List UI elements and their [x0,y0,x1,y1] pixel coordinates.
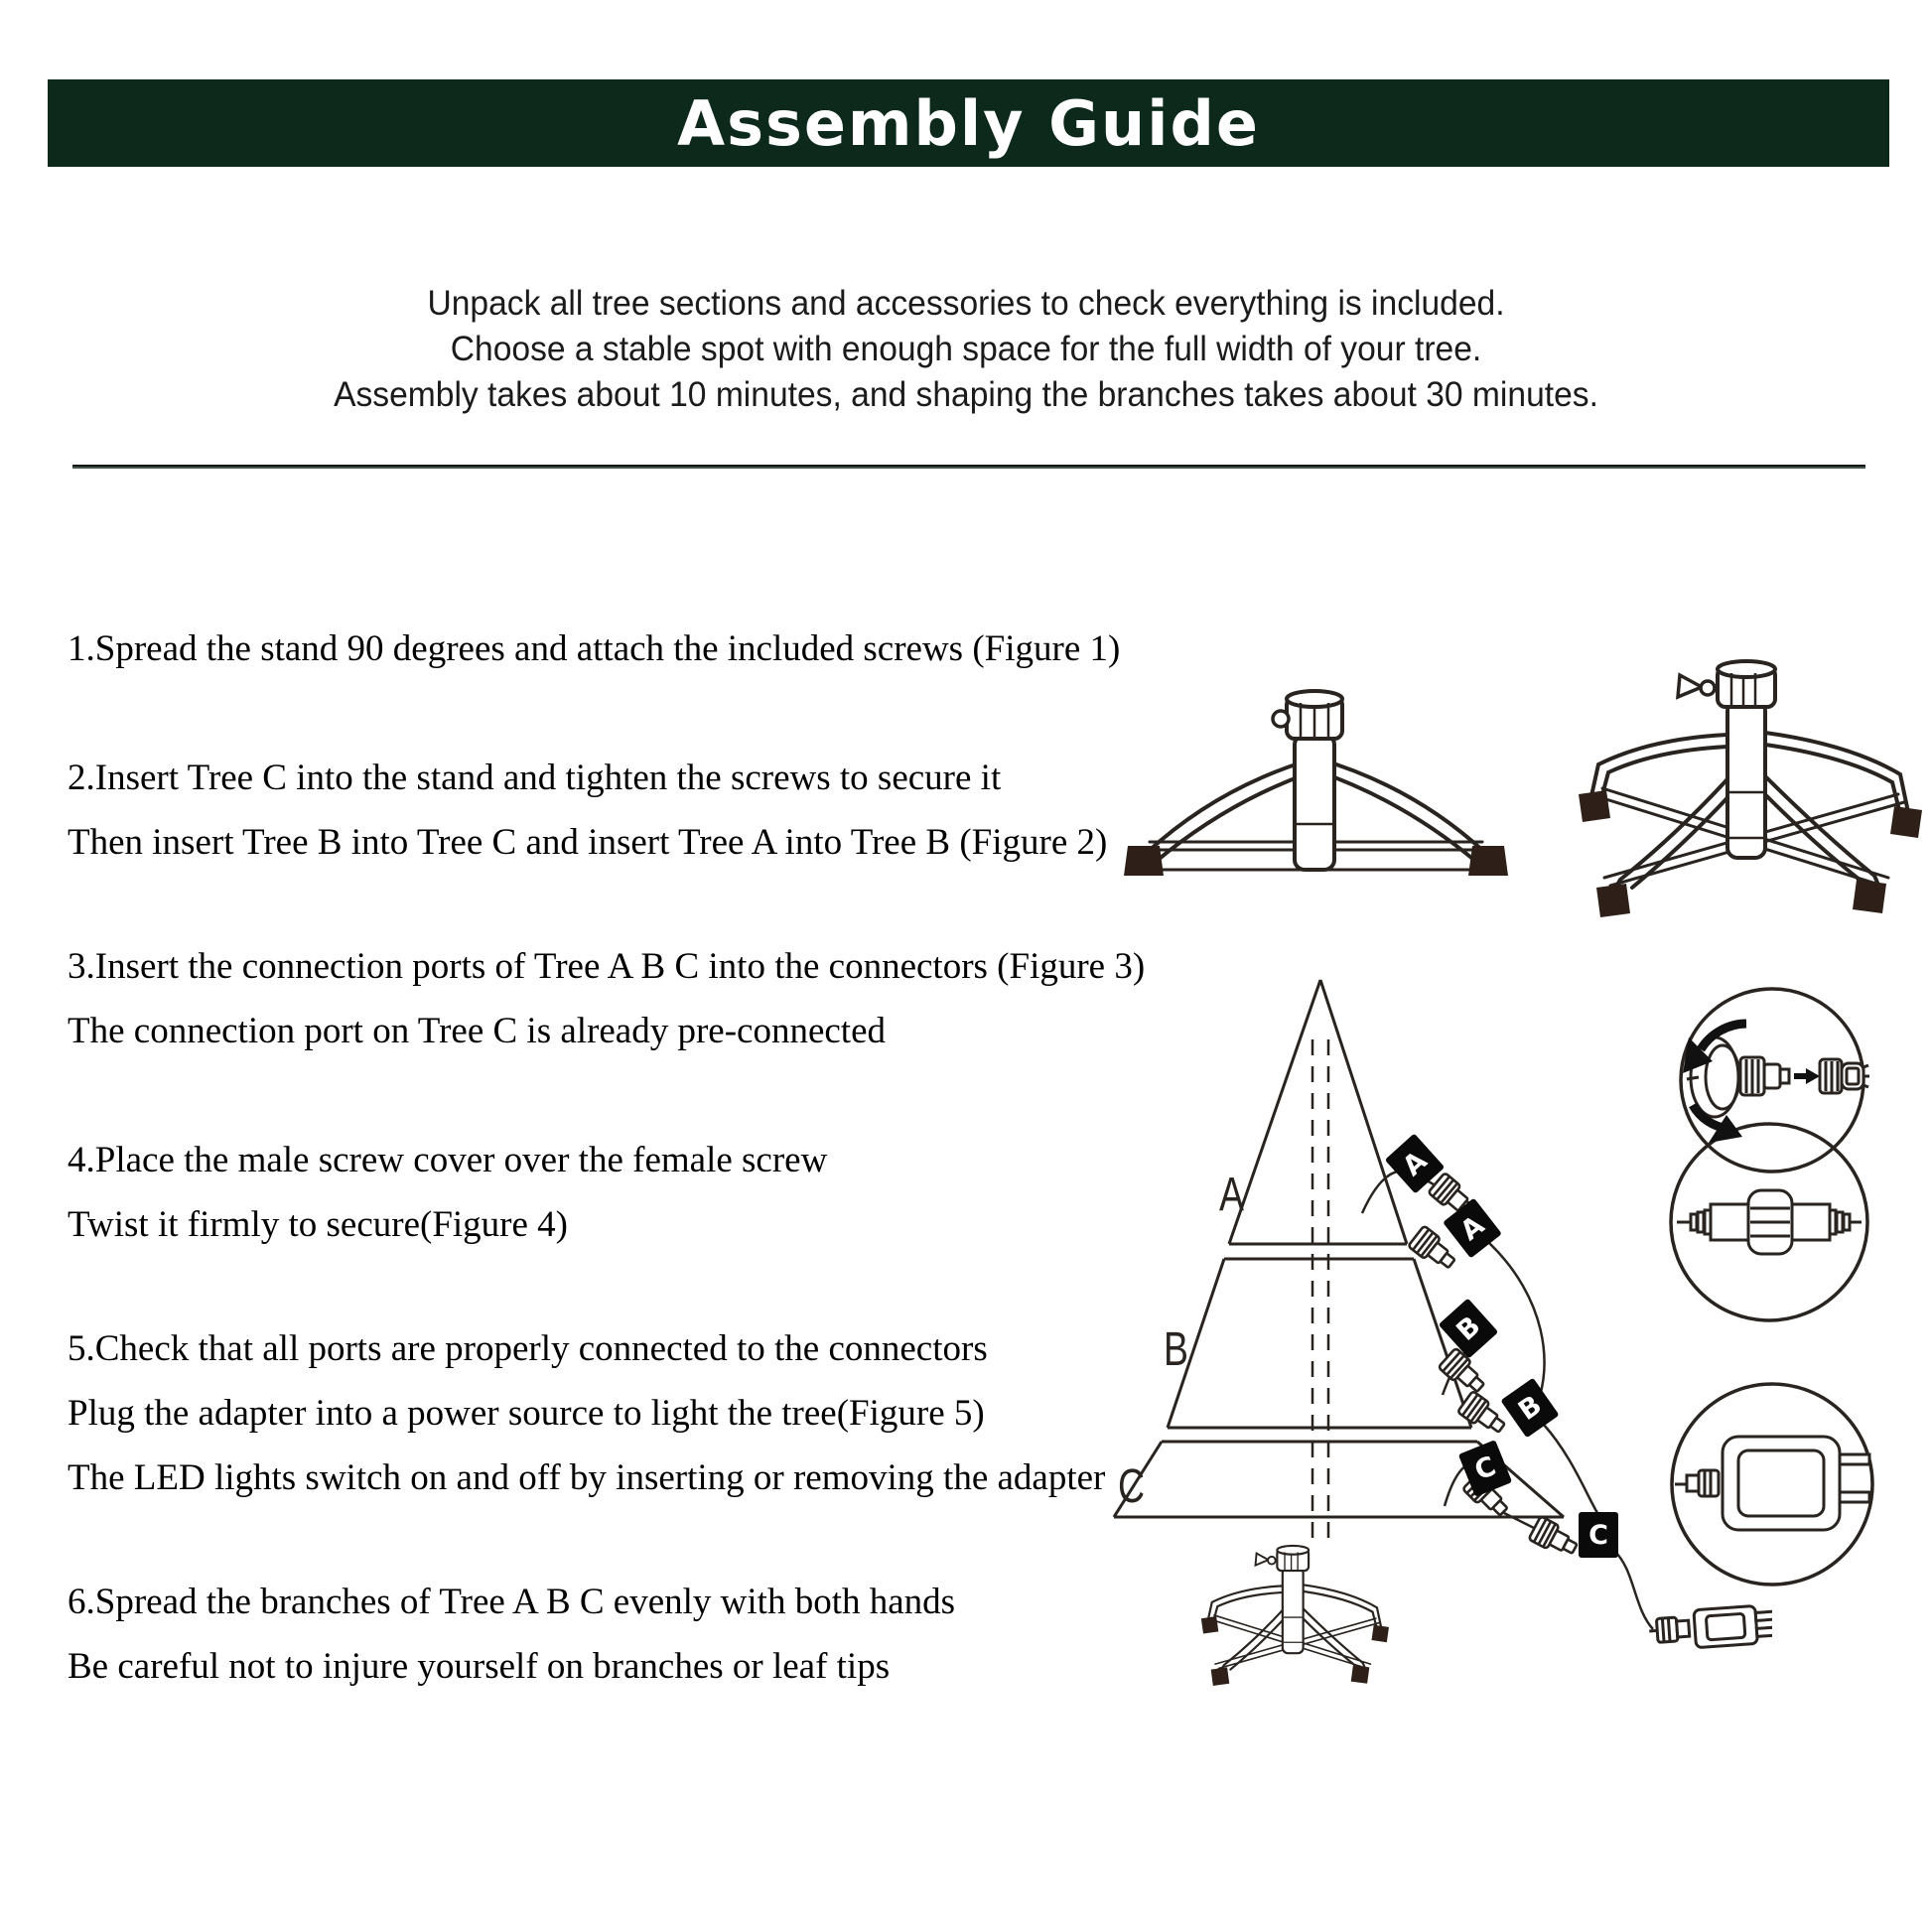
figure1-folded-stand-illustration [1120,675,1512,884]
connector-tag-b2: B [1500,1378,1559,1439]
page-title: Assembly Guide [677,86,1260,160]
header-banner [48,79,1889,167]
figure2-open-stand-illustration [1561,643,1932,926]
coupled-connector-detail [1677,1190,1862,1254]
tree-base-stand-illustration [1201,1546,1389,1686]
intro-line-1: Unpack all tree sections and accessories to check everything is included. [427,284,1505,323]
intro-line-3: Assembly takes about 10 minutes, and shaping the branches takes about 30 minutes. [334,375,1598,414]
step-5-line-2: Plug the adapter into a power source to light the tree(Figure 5) [68,1393,985,1434]
step-3-line-2: The connection port on Tree C is already pre-connected [68,1011,887,1051]
connector-tag-a2: A [1443,1198,1502,1259]
connector-tag-a1: A [1385,1134,1446,1194]
step-6-line-1: 6.Spread the branches of Tree A B C evenly with both hands [68,1582,956,1622]
step-1-line-1: 1.Spread the stand 90 degrees and attach the included screws (Figure 1) [68,628,1121,669]
tree-section-label-a: A [1219,1169,1244,1221]
step-5-line-3: The LED lights switch on and off by inserting or removing the adapter [68,1457,1106,1498]
tree-section-label-c: C [1118,1460,1146,1513]
tree-section-label-b: B [1164,1323,1188,1376]
intro-line-2: Choose a stable spot with enough space for the full width of your tree. [450,330,1482,368]
connector-tag-c2: C [1579,1512,1618,1558]
insert-arrow-icon [1794,1068,1820,1084]
intro-paragraph [0,281,1932,418]
detail-circles-illustration [1663,978,1932,1752]
step-6-line-2: Be careful not to injure yourself on branches or leaf tips [68,1646,891,1687]
connector-tag-b1: B [1439,1299,1499,1359]
step-5-line-1: 5.Check that all ports are properly connected to the connectors [68,1328,988,1369]
step-3-line-1: 3.Insert the connection ports of Tree A B C into the connectors (Figure 3) [68,946,1146,987]
connector-tag-c1: C [1458,1440,1512,1497]
step-4-line-1: 4.Place the male screw cover over the female screw [68,1140,828,1180]
step-4-line-2: Twist it firmly to secure(Figure 4) [68,1204,568,1245]
step-2-line-1: 2.Insert Tree C into the stand and tighten the screws to secure it [68,758,1002,798]
step-2-line-2: Then insert Tree B into Tree C and insert Tree A into Tree B (Figure 2) [68,822,1108,863]
horizontal-divider [72,465,1865,469]
power-adapter-detail [1675,1437,1869,1530]
